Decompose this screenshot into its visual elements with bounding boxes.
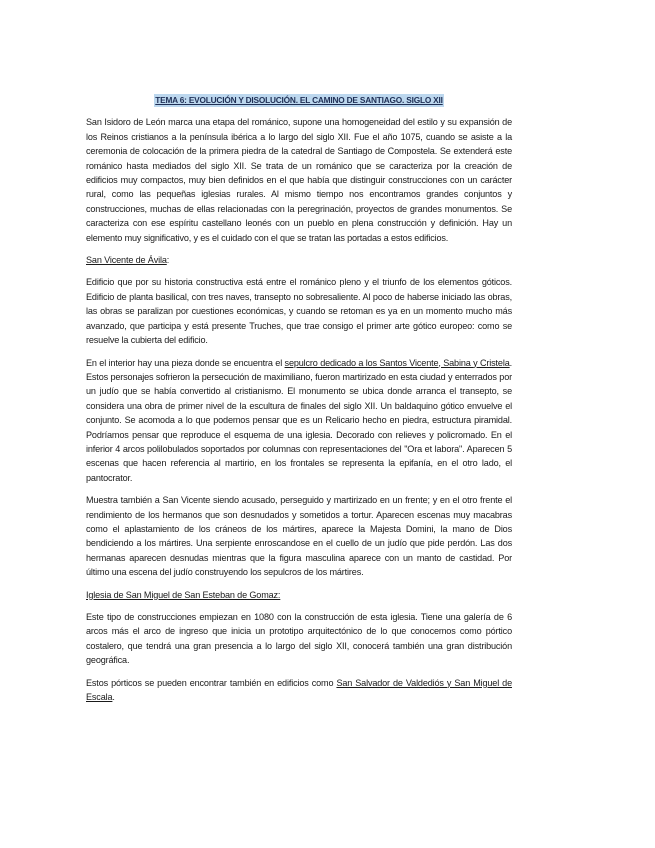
section-heading-colon: : [166,255,170,266]
document-title: TEMA 6: EVOLUCIÓN Y DISOLUCIÓN. EL CAMINO DE SANTIAGO. SIGLO XII [155,95,443,105]
section-heading-san-vicente [86,253,512,267]
section-heading-text: San Vicente de Ávila [86,255,167,266]
san-miguel-paragraph-1: Este tipo de construcciones empiezan en 1080 con la construcción de esta iglesia. Tiene una galería de 6 arcos más el arco de ingreso que inicia un prototipo arquitectónico de lo que conocemos como pórtico costalero, que tendrá una gran presencia a lo largo del siglo XII, conocerá también una gran distribución geográfica. [86,612,512,666]
section-heading-san-miguel: Iglesia de San Miguel de San Esteban de Gomaz: [86,589,281,600]
intro-paragraph: San Isidoro de León marca una etapa del románico, supone una homogeneidad del estilo y su expansión de los Reinos cristianos a la península ibérica a lo largo del siglo XII. Fue el año 1075, cuando se asiste a la ceremonia de colocación de la primera piedra de la catedral de Santiago de Compostela. Se extenderá este románico hasta mediados del siglo XII. Se trata de un románico que se caracteriza por la creación de edificios muy compactos, muy bien definidos en el que había que distinguir construcciones con un carácter rural, como las pequeñas iglesias rurales. Al mismo tiempo nos encontramos grandes conjuntos y construcciones, muchas de ellas relacionadas con la peregrinación, proyectos de grandes monumentos. Se caracteriza con ese espíritu castellano leonés con un pueblo en plena construcción y definición. Hay un elemento muy significativo, y es el cuidado con el que se tratan las portadas a estos edificios. [86,117,512,243]
paragraph-text: . [112,692,115,703]
title-block [86,93,512,107]
paragraph-text: Estos pórticos se pueden encontrar también en edificios como [86,677,337,688]
san-vicente-paragraph-1: Edificio que por su historia constructiva está entre el románico pleno y el triunfo de los elementos góticos. Edificio de planta basilical, con tres naves, transepto no sobresaliente. Al poco de haberse iniciado las obras, las obras se paralizan por cuestiones económicas, y cuando se retoman es ya en un momento mucho más avanzado, que participa y está presente Truches, que trae consigo el primer arte gótico europeo: como se resuelve la cubierta del edificio. [86,277,512,346]
underlined-phrase: sepulcro dedicado a los Santos Vicente, Sabina y Cristela [284,357,510,368]
san-miguel-paragraph-2 [86,676,512,705]
paragraph-text: En el interior hay una pieza donde se encuentra el [86,357,285,368]
san-vicente-paragraph-3: Muestra también a San Vicente siendo acusado, perseguido y martirizado en un frente; y en el otro frente el rendimiento de los hermanos que son desnudados y sometidos a tortur. Aparecen escenas muy macabras como el aplastamiento de los cráneos de los mártires, aparece la Majesta Domini, la mano de Dios bendiciendo a los mártires. Una serpiente enroscandose en el cuello de un judío que pide perdón. Las dos hermanas aparecen desnudas mientras que la figura masculina aparece con un manto de castidad. Por último una escena del judío construyendo los sepulcros de los mártires. [86,495,512,578]
document-page [86,93,512,712]
san-vicente-paragraph-2 [86,356,512,486]
paragraph-text: . Estos personajes sofrieron la persecución de maximiliano, fueron martirizado en esta ciudad y enterrados por un judío que se había convertido al cristianismo. El monumento se ubica donde arranca el transepto, se considera una obra de primer nivel de la escultura de finales del siglo XII. Un baldaquino gótico envuelve el conjunto. Se acomoda a lo que podemos pensar que es un Relicario hecho en piedra, estructura piramidal. Podríamos pensar que reproduce el esquema de una iglesia. Decorado con relieves y policromado. En el inferior 4 arcos polilobulados soportados por columnas con representaciones del "Ora et labora". Aparecen 5 escenas que hacen referencia al martirio, en los frontales se representa la epifanía, en el otro lado, el pantocrator. [86,357,513,483]
underlined-phrase: San Salvador de Valdediós y San Miguel de Escala [86,677,512,703]
